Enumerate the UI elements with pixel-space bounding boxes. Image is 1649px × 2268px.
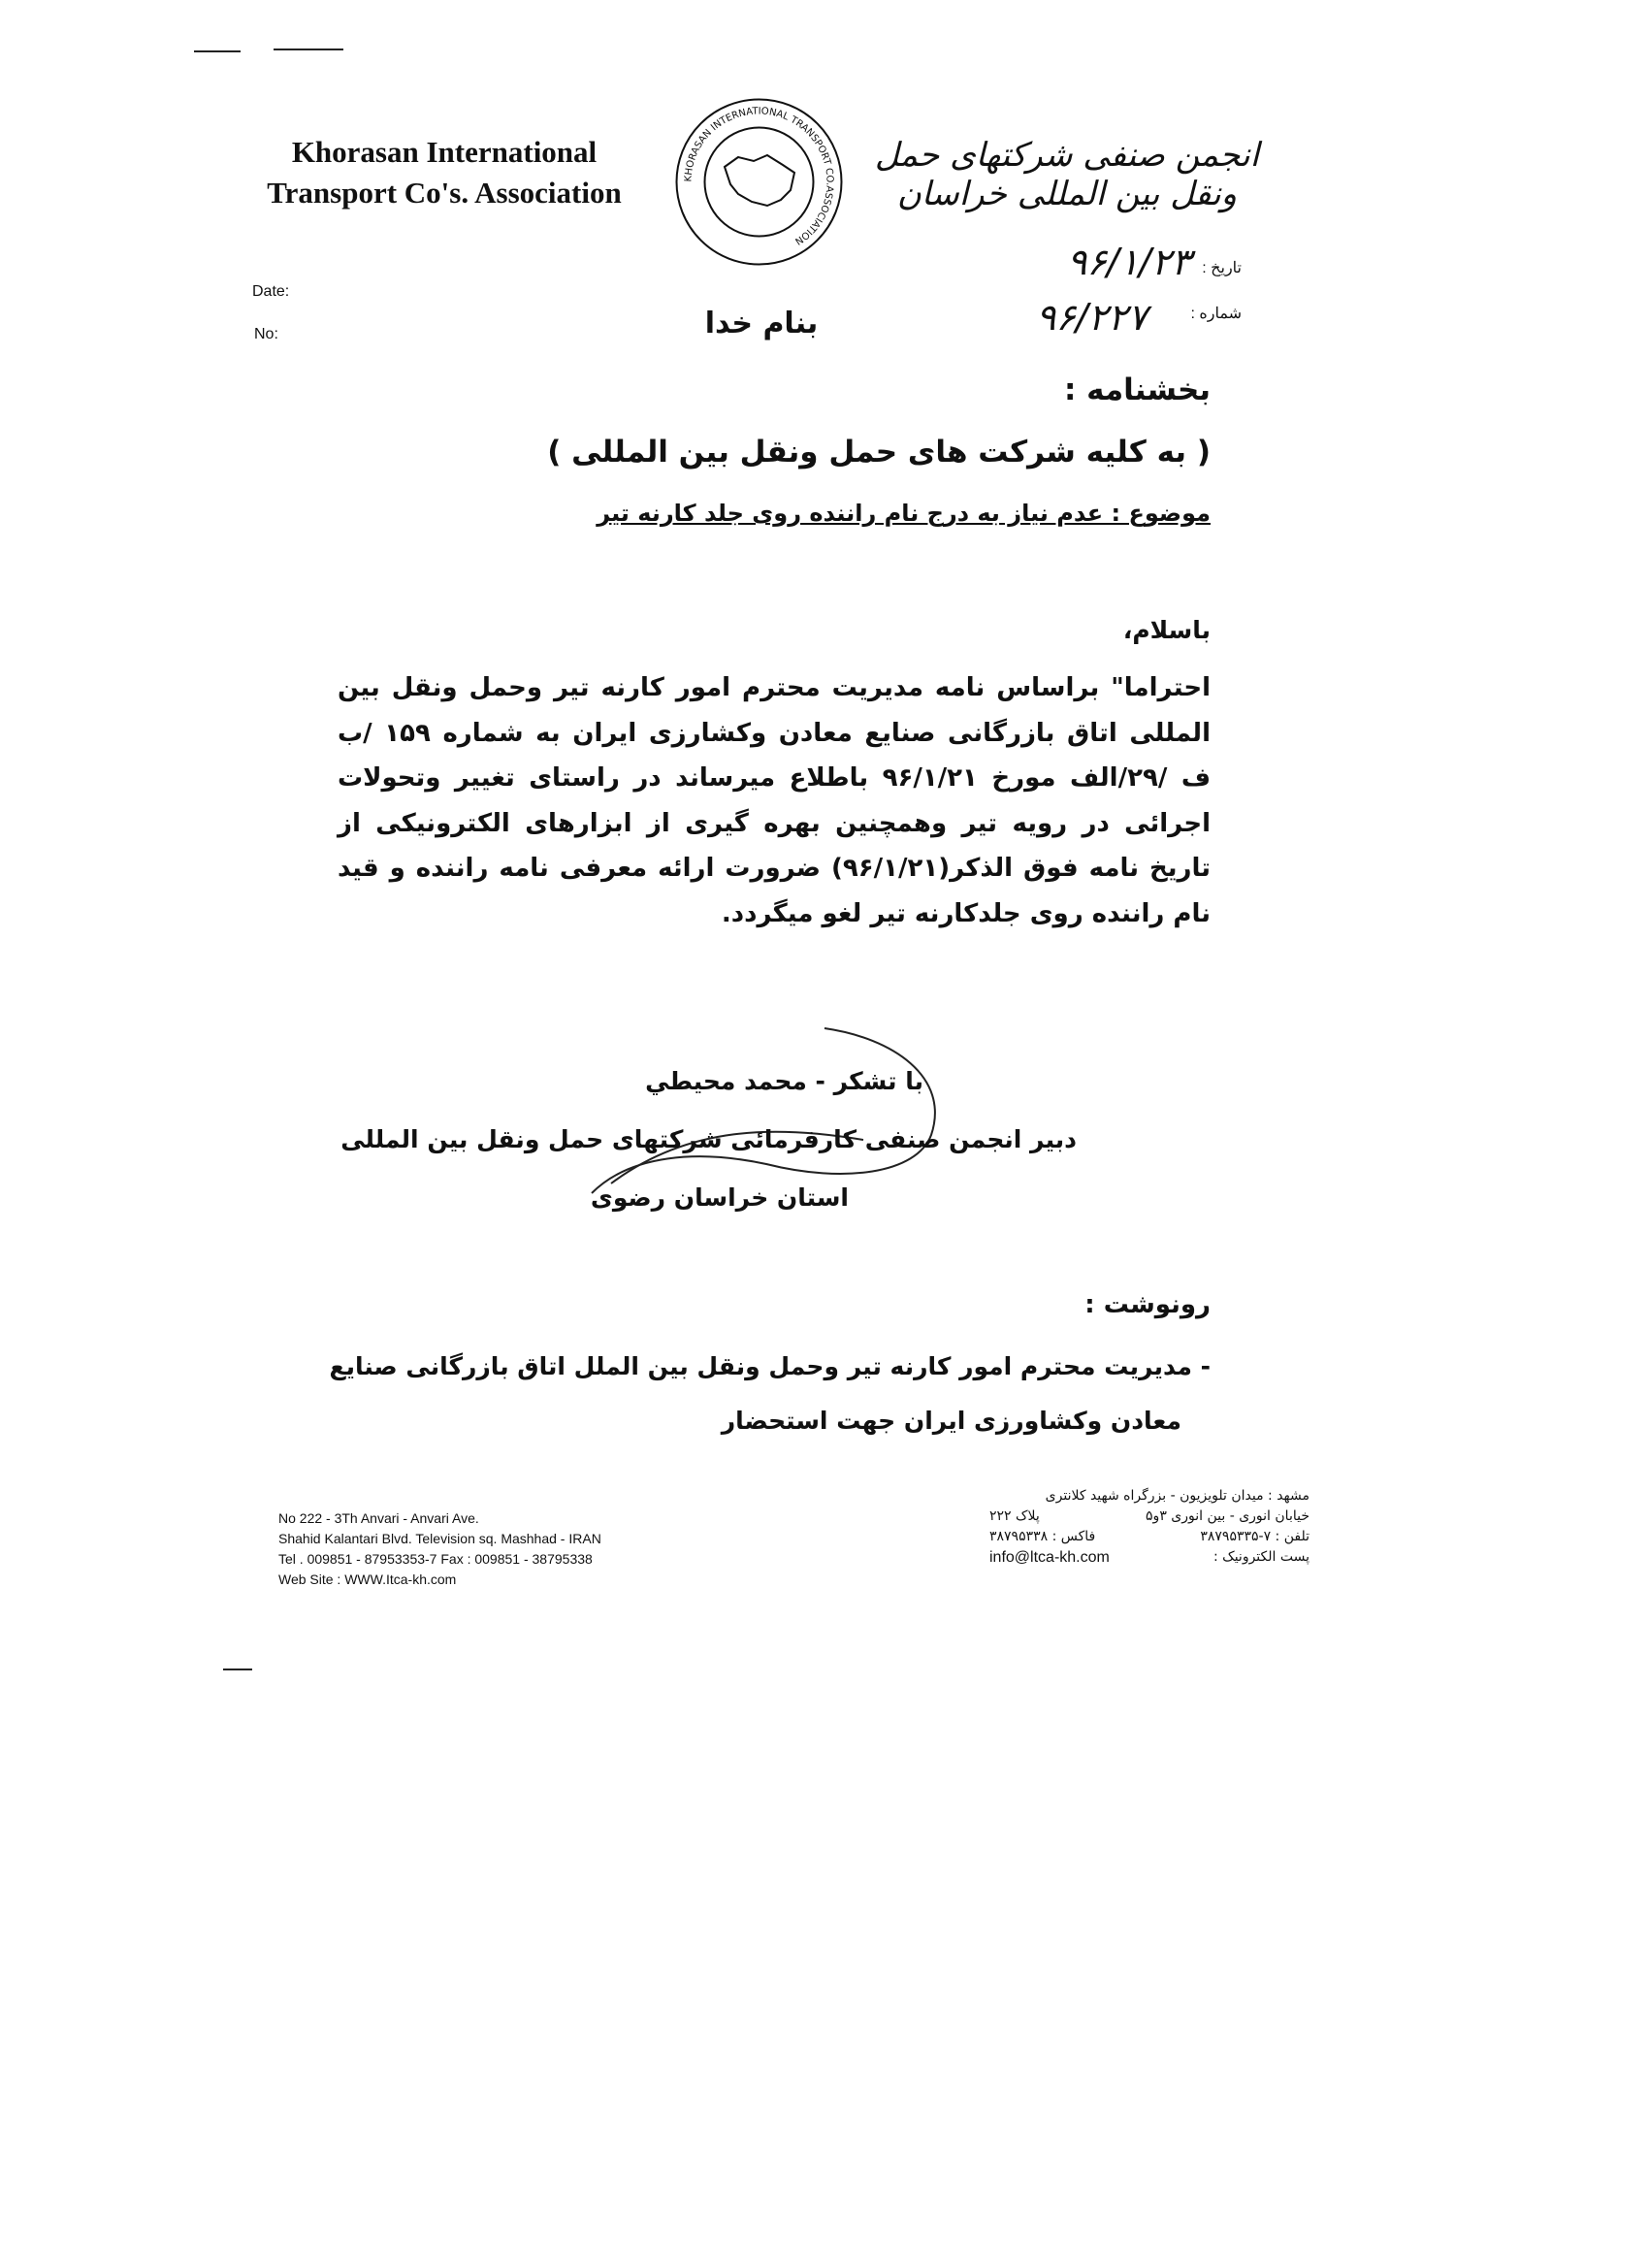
cc-label: رونوشت : xyxy=(1084,1290,1211,1319)
footer-fa-email: info@ltca-kh.com xyxy=(989,1549,1110,1566)
footer-fa-line1: مشهد : میدان تلویزیون - بزرگراه شهید کلانتری xyxy=(1045,1488,1310,1504)
footer-fa-email-label: پست الکترونیک : xyxy=(1213,1549,1310,1565)
signature-title: دبیر انجمن صنفی کارفرمائی شرکتهای حمل ونقل بین المللی xyxy=(340,1125,1077,1153)
subject-line: موضوع : عدم نیاز به درج نام راننده روی جلد کارنه تیر xyxy=(597,500,1211,527)
org-name-en-line1: Khorasan International xyxy=(291,135,598,169)
footer-fa-line2-plaque: پلاک ۲۲۲ xyxy=(989,1508,1040,1524)
footer-en-line2: Shahid Kalantari Blvd. Television sq. Mashhad - IRAN xyxy=(278,1531,601,1546)
org-name-en-line2: Transport Co's. Association xyxy=(267,176,622,210)
cc-item-line2: معادن وکشاورزی ایران جهت استحضار xyxy=(721,1407,1181,1435)
date-label-en: Date: xyxy=(252,283,290,300)
footer-fa-line2-street: خیابان انوری - بین انوری ۳و۵ xyxy=(1146,1508,1310,1524)
number-label-fa: شماره : xyxy=(1190,306,1242,322)
org-name-en xyxy=(250,132,638,213)
footer-address-fa xyxy=(989,1486,1310,1568)
footer-en-line3: Tel . 009851 - 87953353-7 Fax : 009851 - 38795338 xyxy=(278,1551,593,1567)
footer-en-line1: No 222 - 3Th Anvari - Anvari Ave. xyxy=(278,1510,479,1526)
org-name-fa: انجمن صنفی شرکتهای حمل ونقل بین المللی خراسان xyxy=(874,136,1260,213)
scan-mark-top-left xyxy=(194,50,241,52)
no-label-en: No: xyxy=(254,326,278,342)
letter-body: احتراما" براساس نامه مدیریت محترم امور کارنه تیر وحمل ونقل بین المللی اتاق بازرگانی صنایع معادن وکشارزی ایران به شماره ۱۵۹ /ب ف /۲۹/الف مورخ ۹۶/۱/۲۱ باطلاع میرساند در راستای تغییر وتحولات اجرائی در رویه تیر وهمچنین بهره گیری از ابزارهای الکترونیکی از تاریخ نامه فوق الذکر(۹۶/۱/۲۱) ضرورت ارائه معرفی نامه راننده و قید نام راننده روی جلدکارنه تیر لغو میگردد. xyxy=(338,673,1212,928)
signature-name: با تشکر - محمد محیطي xyxy=(645,1067,923,1095)
seal-ring-text: KHORASAN INTERNATIONAL TRANSPORT CO.ASSOCIATION xyxy=(683,106,835,246)
scan-mark-top-middle xyxy=(274,49,343,50)
association-seal-logo xyxy=(674,97,844,267)
circular-title: بخشنامه : xyxy=(1063,373,1211,407)
footer-fa-phone: تلفن : ۷-۳۸۷۹۵۳۳۵ xyxy=(1200,1529,1310,1544)
date-value: ۹۶/۱/۲۳ xyxy=(1067,241,1191,283)
scan-mark-bottom-left xyxy=(223,1669,252,1670)
cc-item-line1: - مدیریت محترم امور کارنه تیر وحمل ونقل بین الملل اتاق بازرگانی صنایع xyxy=(329,1352,1211,1380)
salutation: باسلام، xyxy=(1122,616,1211,644)
bismillah-heading: بنام خدا xyxy=(704,307,819,340)
date-label-fa: تاریخ : xyxy=(1202,260,1242,276)
footer-address-en xyxy=(278,1508,601,1590)
recipient-line: ( به کلیه شرکت های حمل ونقل بین المللی ) xyxy=(547,435,1211,470)
footer-fa-fax: فاکس : ۳۸۷۹۵۳۳۸ xyxy=(989,1529,1096,1544)
signature-province: استان خراسان رضوی xyxy=(590,1183,849,1212)
number-value: ۹۶/۲۲۷ xyxy=(1036,296,1148,339)
footer-en-line4: Web Site : WWW.Itca-kh.com xyxy=(278,1571,457,1587)
